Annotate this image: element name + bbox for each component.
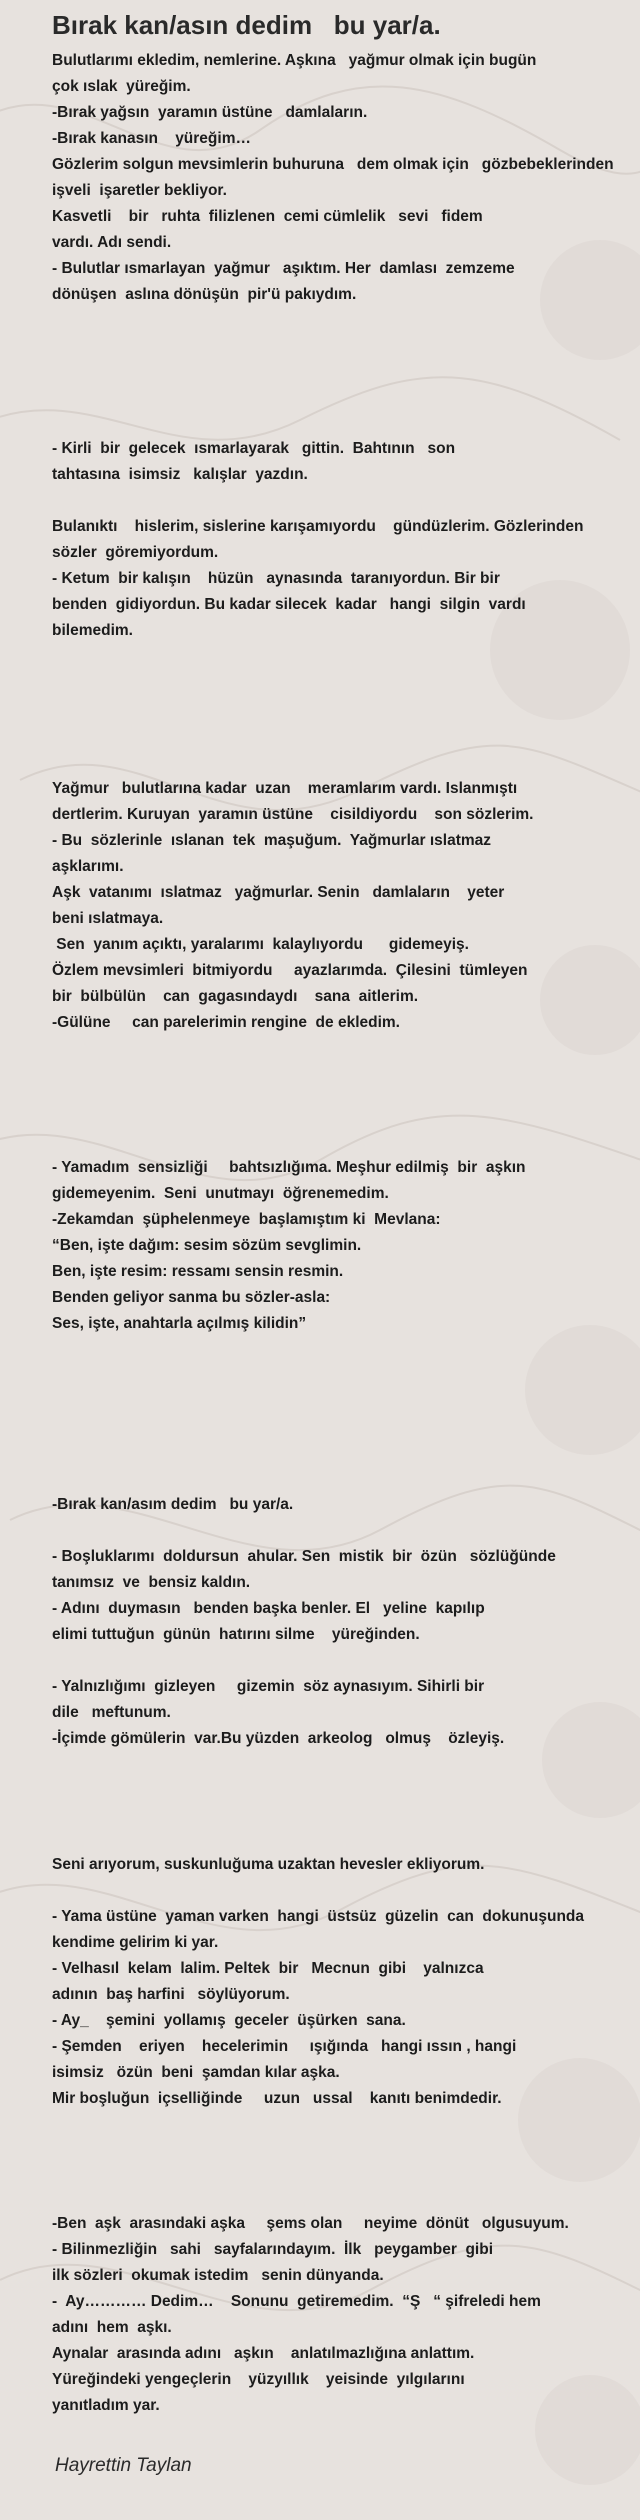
poem-line: dönüşen aslına dönüşün pir'ü pakıydım. [52, 286, 357, 303]
poem-line: - Ay………… Dedim… Sonunu getiremedim. “Ş “ şifreledi hem [52, 2293, 541, 2310]
poem-line: Seni arıyorum, suskunluğuma uzaktan hevesler ekliyorum. [52, 1856, 485, 1873]
poem-line: ilk sözleri okumak istedim senin dünyanda. [52, 2267, 384, 2284]
poem-line: çok ıslak yüreğim. [52, 78, 191, 95]
poem-line: - Bulutlar ısmarlayan yağmur aşıktım. Her damlası zemzeme [52, 260, 515, 277]
poem-line: - Boşluklarımı doldursun ahular. Sen mistik bir özün sözlüğünde [52, 1548, 556, 1565]
stanza-1 [52, 48, 637, 308]
stanza-4 [52, 1155, 637, 1337]
poem-line: tanımsız ve bensiz kaldın. [52, 1574, 251, 1591]
poem-line: - Velhasıl kelam lalim. Peltek bir Mecnun gibi yalnızca [52, 1960, 484, 1977]
poem-line: kendime gelirim ki yar. [52, 1934, 219, 1951]
poem-line: Gözlerim solgun mevsimlerin buhuruna dem olmak için gözbebeklerinden [52, 156, 614, 173]
poem-line: - Yamadım sensizliği bahtsızlığıma. Meşhur edilmiş bir aşkın [52, 1159, 526, 1176]
quote-line: Ses, işte, anahtarla açılmış kilidin” [52, 1315, 307, 1332]
poem-line: -Bırak kanasın yüreğim… [52, 130, 251, 147]
stanza-3 [52, 776, 637, 1036]
poem-line: aşklarımı. [52, 858, 124, 875]
poem-line: - Ay_ şemini yollamış geceler üşürken sana. [52, 2012, 406, 2029]
poem-line: -Bırak yağsın yaramın üstüne damlaların. [52, 104, 368, 121]
poem-line: gidemeyenim. Seni unutmayı öğrenemedim. [52, 1185, 389, 1202]
poem-line: Sen yanım açıktı, yaralarımı kalaylıyordu gidemeyiş. [52, 936, 469, 953]
poem-line: beni ıslatmaya. [52, 910, 164, 927]
poem-line: Özlem mevsimleri bitmiyordu ayazlarımda. Çilesini tümleyen [52, 962, 528, 979]
poem-line: - Şemden eriyen hecelerimin ışığında hangi ıssın , hangi [52, 2038, 517, 2055]
stanza-gap [52, 488, 637, 514]
poem-line: -Ben aşk arasındaki aşka şems olan neyime dönüt olgusuyum. [52, 2215, 569, 2232]
poem-line: Kasvetli bir ruhta filizlenen cemi cümlelik sevi fidem [52, 208, 483, 225]
quote-line: “Ben, işte dağım: sesim sözüm sevglimin. [52, 1237, 362, 1254]
poem-line: - Kirli bir gelecek ısmarlayarak gittin. Bahtının son [52, 440, 456, 457]
stanza-6 [52, 1852, 637, 2112]
poem-line: Bulutlarımı ekledim, nemlerine. Aşkına yağmur olmak için bugün [52, 52, 537, 69]
quote-line: Ben, işte resim: ressamı sensin resmin. [52, 1263, 344, 1280]
poem-title: Bırak kan/asın dedim bu yar/a. [52, 10, 441, 40]
poem-line: adının baş harfini söylüyorum. [52, 1986, 290, 2003]
poem-line: - Bilinmezliğin sahi sayfalarındayım. İlk peygamber gibi [52, 2241, 494, 2258]
poem-line: - Yalnızlığımı gizleyen gizemin söz aynasıyım. Sihirli bir [52, 1678, 485, 1695]
poem-line: bilemedim. [52, 622, 133, 639]
stanza-5 [52, 1492, 637, 1752]
poem-line: işveli işaretler bekliyor. [52, 182, 227, 199]
poem-line: Yağmur bulutlarına kadar uzan meramlarım vardı. Islanmıştı [52, 780, 518, 797]
poem-line: - Ketum bir kalışın hüzün aynasında taranıyordun. Bir bir [52, 570, 500, 587]
poem-line: isimsiz özün beni şamdan kılar aşka. [52, 2064, 340, 2081]
poem-line: - Adını duymasın benden başka benler. El yeline kapılıp [52, 1600, 485, 1617]
poem-line: dertlerim. Kuruyan yaramın üstüne cisildiyordu son sözlerim. [52, 806, 534, 823]
poem-line: Bulanıktı hislerim, sislerine karışamıyordu gündüzlerim. Gözlerinden [52, 518, 584, 535]
poem-line: tahtasına isimsiz kalışlar yazdın. [52, 466, 308, 483]
poem-line: -İçimde gömülerin var.Bu yüzden arkeolog olmuş özleyiş. [52, 1730, 505, 1747]
stanza-2 [52, 436, 637, 644]
stanza-7 [52, 2211, 637, 2419]
poem-line: -Gülüne can parelerimin rengine de ekledim. [52, 1014, 400, 1031]
poem-line: Aşk vatanımı ıslatmaz yağmurlar. Senin damlaların yeter [52, 884, 505, 901]
poem-line: adını hem aşkı. [52, 2319, 172, 2336]
stanza-gap [52, 1648, 637, 1674]
poem-line: Yüreğindeki yengeçlerin yüzyıllık yeisinde yılgılarını [52, 2371, 465, 2388]
poem-line: - Yama üstüne yaman varken hangi üstsüz güzelin can dokunuşunda [52, 1908, 585, 1925]
poem-line: -Zekamdan şüphelenmeye başlamıştım ki Mevlana: [52, 1211, 441, 1228]
poem-line: -Bırak kan/asım dedim bu yar/a. [52, 1496, 294, 1513]
author-signature: Hayrettin Taylan [55, 2455, 192, 2476]
poem-line: bir bülbülün can gagasındaydı sana aitlerim. [52, 988, 419, 1005]
poem-line: Mir boşluğun içselliğinde uzun ussal kanıtı benimdedir. [52, 2090, 502, 2107]
stanza-gap [52, 1878, 637, 1904]
poem-line: yanıtladım yar. [52, 2397, 160, 2414]
quote-line: Benden geliyor sanma bu sözler-asla: [52, 1289, 331, 1306]
poem-line: vardı. Adı sendi. [52, 234, 172, 251]
stanza-gap [52, 1518, 637, 1544]
poem-line: Aynalar arasında adını aşkın anlatılmazlığına anlattım. [52, 2345, 475, 2362]
poem-line: - Bu sözlerinle ıslanan tek maşuğum. Yağmurlar ıslatmaz [52, 832, 492, 849]
poem-line: dile meftunum. [52, 1704, 171, 1721]
poem-line: elimi tuttuğun günün hatırını silme yüreğinden. [52, 1626, 420, 1643]
poem-line: benden gidiyordun. Bu kadar silecek kadar hangi silgin vardı [52, 596, 526, 613]
poem-line: sözler göremiyordum. [52, 544, 219, 561]
